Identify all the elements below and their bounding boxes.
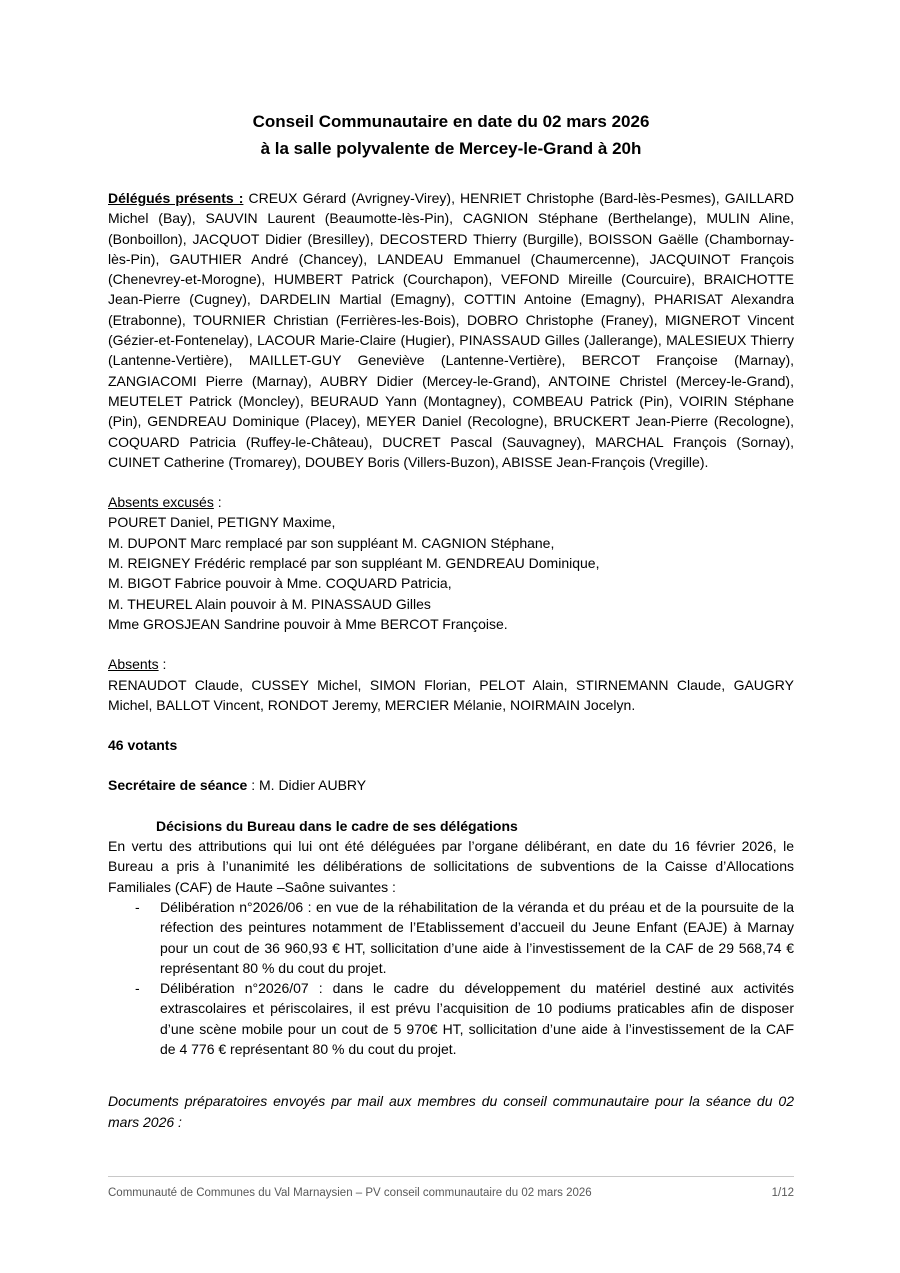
absents-excused-colon: : xyxy=(213,494,222,511)
excused-line: Mme GROSJEAN Sandrine pouvoir à Mme BERCOT Françoise. xyxy=(108,615,508,632)
page-footer xyxy=(108,1176,794,1201)
title-line-1: Conseil Communautaire en date du 02 mars 2026 xyxy=(252,112,650,131)
excused-line: M. BIGOT Fabrice pouvoir à Mme. COQUARD Patricia, xyxy=(108,575,452,592)
secretary-value: : M. Didier AUBRY xyxy=(247,777,367,794)
excused-line: POURET Daniel, PETIGNY Maxime, xyxy=(108,514,336,531)
excused-line: M. DUPONT Marc remplacé par son suppléant M. CAGNION Stéphane, xyxy=(108,534,555,551)
documents-note: Documents préparatoires envoyés par mail aux membres du conseil communautaire pour la séance du 02 mars 2026 : xyxy=(108,1093,794,1130)
votants-count: 46 votants xyxy=(108,737,178,754)
footer-document-label: Communauté de Communes du Val Marnaysien – PV conseil communautaire du 02 mars 2026 xyxy=(108,1187,592,1199)
excused-line: M. THEUREL Alain pouvoir à M. PINASSAUD Gilles xyxy=(108,595,431,612)
absents-heading xyxy=(108,654,794,674)
absents-excused-heading xyxy=(108,492,794,512)
absents-excused-label: Absents excusés xyxy=(108,494,214,511)
deliberation-2026-06-text: Délibération n°2026/06 : en vue de la réhabilitation de la véranda et du préau et de la poursuite de la réfection des peintures notamment de l’Etablissement d’accueil du Jeune Enfant (EAJE) à Marnay pour un cout de 36 960,93 € HT, sollicitation d’une aide à l’investissement de la CAF de 29 568,74 € représentant 80 % du cout du projet. xyxy=(160,898,794,976)
absents-section xyxy=(108,654,794,715)
list-dash: - xyxy=(135,980,140,997)
deliberation-2026-07-text: Délibération n°2026/07 : dans le cadre du développement du matériel destiné aux activités extrascolaires et périscolaires, il est prévu l’acquisition de 10 podiums praticables afin de disposer d’une scène mobile pour un cout de 5 970€ HT, sollicitation d’une aide à l’investissement de la CAF de 4 776 € représentant 80 % du cout du projet. xyxy=(160,980,794,1057)
deliberation-list xyxy=(108,897,794,1059)
delegates-present-text: CREUX Gérard (Avrigney-Virey), HENRIET Christophe (Bard-lès-Pesmes), GAILLARD Michel (Bay), SAUVIN Laurent (Beaumotte-lès-Pin), CAGNION Stéphane (Berthelange), MULIN Aline, (Bonboillon), JACQUOT Didier (Bresilley), DECOSTERD Thierry (Burgille), BOISSON Gaëlle (Chambornay-lès-Pin), GAUTHIER André (Chancey), LANDEAU Emmanuel (Chaumercenne), JACQUINOT François (Chenevrey-et-Morogne), HUMBERT Patrick (Courchapon), VEFOND Mireille (Courcuire), BRAICHOTTE Jean-Pierre (Cugney), DARDELIN Martial (Emagny), COTTIN Antoine (Emagny), PHARISAT Alexandra (Etrabonne), TOURNIER Christian (Ferrières-les-Bois), DOBRO Christophe (Franey), MIGNEROT Vincent (Gézier-et-Fontenelay), LACOUR Marie-Claire (Hugier), PINASSAUD Gilles (Jallerange), MALESIEUX Thierry (Lantenne-Vertière), MAILLET-GUY Geneviève (Lantenne-Vertière), BERCOT Françoise (Marnay), ZANGIACOMI Pierre (Marnay), AUBRY Didier (Mercey-le-Grand), ANTOINE Christel (Mercey-le-Grand), MEUTELET Patrick (Moncley), BEURAUD Yann (Montagney), COMBEAU Patrick (Pin), VOIRIN Stéphane (Pin), GENDREAU Dominique (Placey), MEYER Daniel (Recologne), BRUCKERT Jean-Pierre (Recologne), COQUARD Patricia (Ruffey-le-Château), DUCRET Pascal (Sauvagney), MARCHAL François (Sornay), CUINET Catherine (Tromarey), DOUBEY Boris (Villers-Buzon), ABISSE Jean-François (Vregille). xyxy=(108,190,794,470)
secretary-line xyxy=(108,775,794,795)
title-line-2: à la salle polyvalente de Mercey-le-Grand à 20h xyxy=(260,139,642,158)
list-item xyxy=(108,978,794,1059)
secretary-label: Secrétaire de séance xyxy=(108,777,248,794)
absents-text: RENAUDOT Claude, CUSSEY Michel, SIMON Florian, PELOT Alain, STIRNEMANN Claude, GAUGRY Michel, BALLOT Vincent, RONDOT Jeremy, MERCIER Mélanie, NOIRMAIN Jocelyn. xyxy=(108,676,794,713)
bureau-heading: Décisions du Bureau dans le cadre de ses délégations xyxy=(156,817,518,834)
excused-line: M. REIGNEY Frédéric remplacé par son suppléant M. GENDREAU Dominique, xyxy=(108,555,600,572)
list-dash: - xyxy=(135,898,140,915)
delegates-present-label: Délégués présents : xyxy=(108,190,244,206)
bureau-intro: En vertu des attributions qui lui ont été déléguées par l’organe délibérant, en date du 16 février 2026, le Bureau a pris à l’unanimité les délibérations de sollicitations de subventions de la Caisse d’Allocations Familiales (CAF) de Haute –Saône suivantes : xyxy=(108,838,794,895)
delegates-present-paragraph xyxy=(108,188,794,472)
absents-excused-section xyxy=(108,492,794,634)
document-page xyxy=(108,108,794,1132)
list-item xyxy=(108,897,794,978)
absents-colon: : xyxy=(158,656,167,673)
absents-label: Absents xyxy=(108,656,159,673)
document-title xyxy=(108,108,794,162)
page-number: 1/12 xyxy=(771,1187,794,1199)
